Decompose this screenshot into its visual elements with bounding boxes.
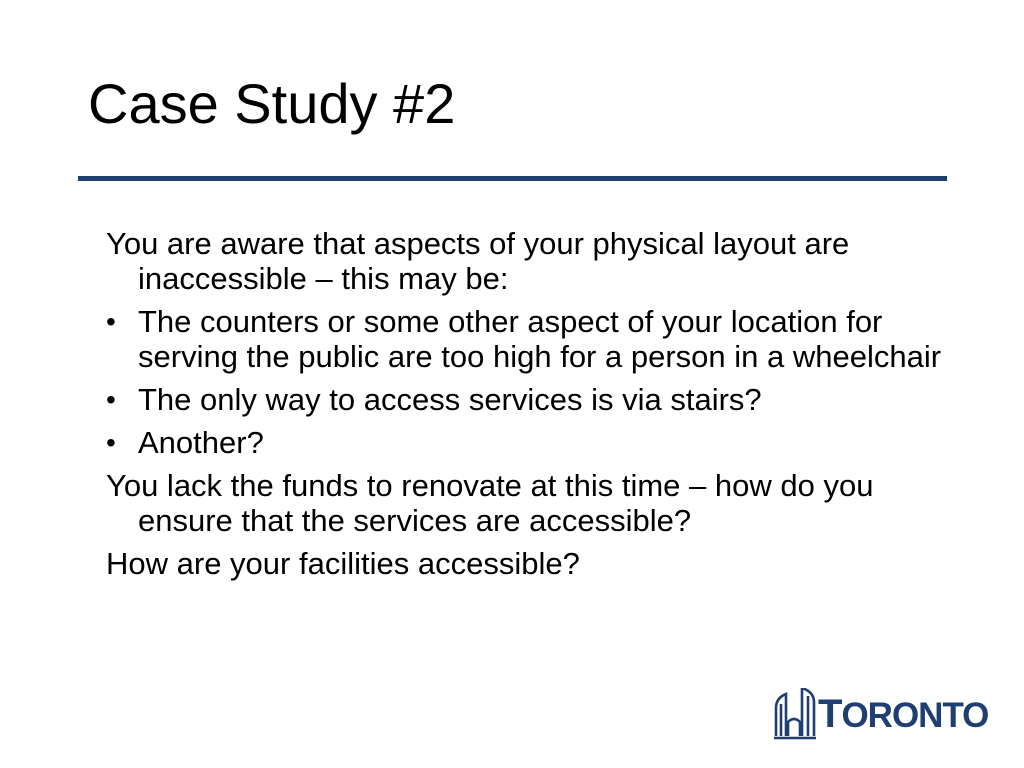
logo-initial: T: [818, 692, 842, 736]
city-hall-towers-icon: [772, 688, 818, 740]
bullet-marker: •: [106, 427, 116, 458]
logo-wordmark: [818, 694, 988, 736]
bullet-text: The counters or some other aspect of your location for serving the public are too high for a person in a wheelchair: [138, 304, 942, 374]
toronto-logo: [772, 688, 989, 740]
bullet-item-3: [106, 425, 966, 460]
body-paragraph-1: You are aware that aspects of your physical layout are inaccessible – this may be:: [106, 226, 850, 296]
bullet-marker: •: [106, 306, 116, 337]
bullet-item-2: [106, 382, 966, 417]
slide-body: [106, 226, 966, 589]
bullet-text: The only way to access services is via stairs?: [138, 382, 762, 417]
bullet-item-1: [106, 304, 966, 374]
body-paragraph-3: How are your facilities accessible?: [106, 546, 580, 581]
slide-title: Case Study #2: [88, 72, 456, 135]
bullet-marker: •: [106, 384, 116, 415]
bullet-text: Another?: [138, 425, 264, 460]
logo-rest: ORONTO: [841, 696, 989, 735]
title-divider: [78, 176, 947, 181]
body-paragraph-2: You lack the funds to renovate at this time – how do you ensure that the services are accessible?: [106, 468, 874, 538]
